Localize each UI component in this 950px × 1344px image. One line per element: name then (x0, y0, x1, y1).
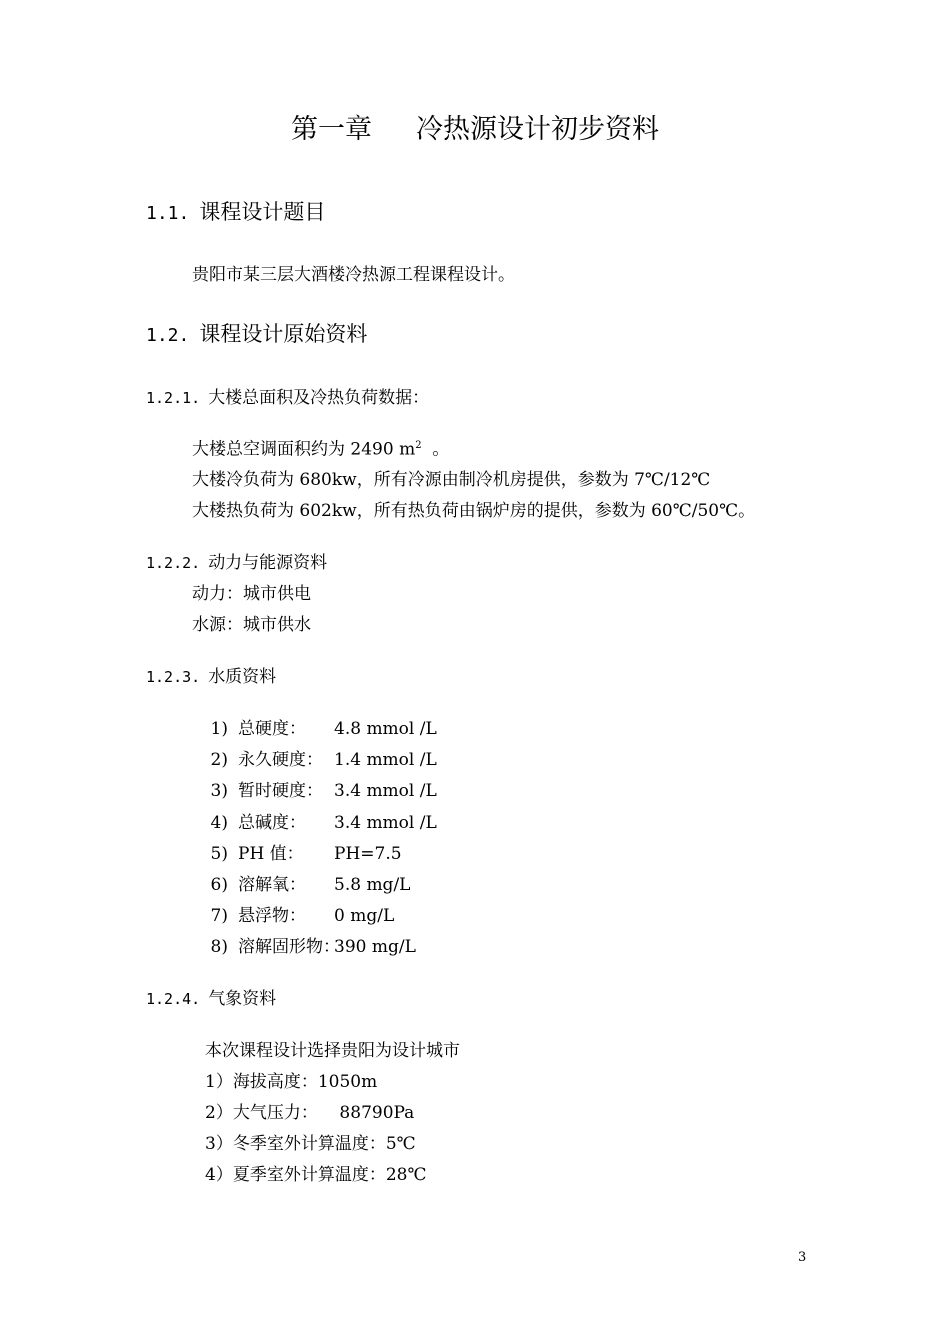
section-heading-1-1 (146, 202, 325, 223)
section-number: 1.1. (146, 203, 190, 224)
subsection-title: 大楼总面积及冷热负荷数据： (208, 388, 430, 408)
section-title: 课程设计原始资料 (199, 322, 368, 346)
weather-intro: 本次课程设计选择贵阳为设计城市 (205, 1041, 460, 1061)
subsection-title: 气象资料 (208, 989, 277, 1009)
list-value: 5.8 mg/L (334, 875, 411, 895)
list-value: 4.8 mmol /L (334, 719, 437, 739)
list-value: 3.4 mmol /L (334, 781, 437, 801)
subsection-heading-1-2-3 (146, 669, 276, 686)
list-item (200, 721, 437, 738)
list-index: 3) (210, 781, 228, 801)
weather-item: 4）夏季室外计算温度：28℃ (205, 1165, 427, 1185)
chapter-title (0, 116, 950, 143)
list-value: PH=7.5 (334, 844, 402, 864)
chapter-title-text: 冷热源设计初步资料 (416, 114, 659, 145)
area-text: 大楼总空调面积约为 2490 m (192, 439, 416, 460)
area-line (192, 441, 449, 459)
subsection-number: 1.2.4. (146, 990, 201, 1008)
list-label: 永久硬度： (238, 750, 323, 770)
subsection-heading-1-2-4 (146, 991, 276, 1008)
section-number: 1.2. (146, 325, 190, 346)
subsection-title: 水质资料 (208, 667, 277, 687)
area-superscript: 2 (415, 440, 422, 451)
list-index: 5) (210, 844, 228, 864)
list-item (200, 815, 437, 832)
list-value: 0 mg/L (334, 906, 395, 926)
list-item (200, 846, 402, 863)
list-label: 溶解固形物： (238, 937, 340, 957)
area-suffix: 。 (432, 439, 450, 460)
heating-load-line: 大楼热负荷为 602kw，所有热负荷由锅炉房的提供，参数为 60℃/50℃。 (192, 501, 756, 521)
subsection-number: 1.2.3. (146, 668, 201, 686)
section-heading-1-2 (146, 324, 367, 345)
list-label: 悬浮物： (238, 906, 306, 926)
list-value: 390 mg/L (334, 937, 416, 957)
chapter-number: 第一章 (291, 114, 372, 145)
list-item (200, 752, 437, 769)
list-item (200, 939, 416, 956)
list-index: 4) (210, 813, 228, 833)
subsection-number: 1.2.1. (146, 389, 201, 407)
weather-item: 2）大气压力： 88790Pa (205, 1103, 415, 1123)
list-index: 1) (210, 719, 228, 739)
list-index: 7) (210, 906, 228, 926)
section-title: 课程设计题目 (199, 200, 326, 224)
list-index: 2) (210, 750, 228, 770)
list-label: 暂时硬度： (238, 781, 323, 801)
list-item (200, 908, 394, 925)
cooling-load-line: 大楼冷负荷为 680kw，所有冷源由制冷机房提供，参数为 7℃/12℃ (192, 470, 711, 490)
list-value: 1.4 mmol /L (334, 750, 437, 770)
list-label: PH 值： (238, 844, 304, 864)
list-label: 溶解氧： (238, 875, 306, 895)
subsection-title: 动力与能源资料 (208, 553, 328, 573)
list-label: 总硬度： (238, 719, 306, 739)
list-index: 8) (210, 937, 228, 957)
subsection-heading-1-2-2 (146, 555, 327, 572)
power-line: 动力：城市供电 (192, 584, 311, 604)
page-number: 3 (798, 1250, 807, 1265)
list-value: 3.4 mmol /L (334, 813, 437, 833)
weather-item: 3）冬季室外计算温度：5℃ (205, 1134, 416, 1154)
list-item (200, 877, 410, 894)
list-item (200, 783, 437, 800)
subsection-number: 1.2.2. (146, 554, 201, 572)
list-label: 总碱度： (238, 813, 306, 833)
paragraph: 贵阳市某三层大酒楼冷热源工程课程设计。 (192, 265, 515, 285)
list-index: 6) (210, 875, 228, 895)
subsection-heading-1-2-1 (146, 390, 429, 407)
water-line: 水源：城市供水 (192, 615, 311, 635)
weather-item: 1）海拔高度：1050m (205, 1072, 378, 1092)
